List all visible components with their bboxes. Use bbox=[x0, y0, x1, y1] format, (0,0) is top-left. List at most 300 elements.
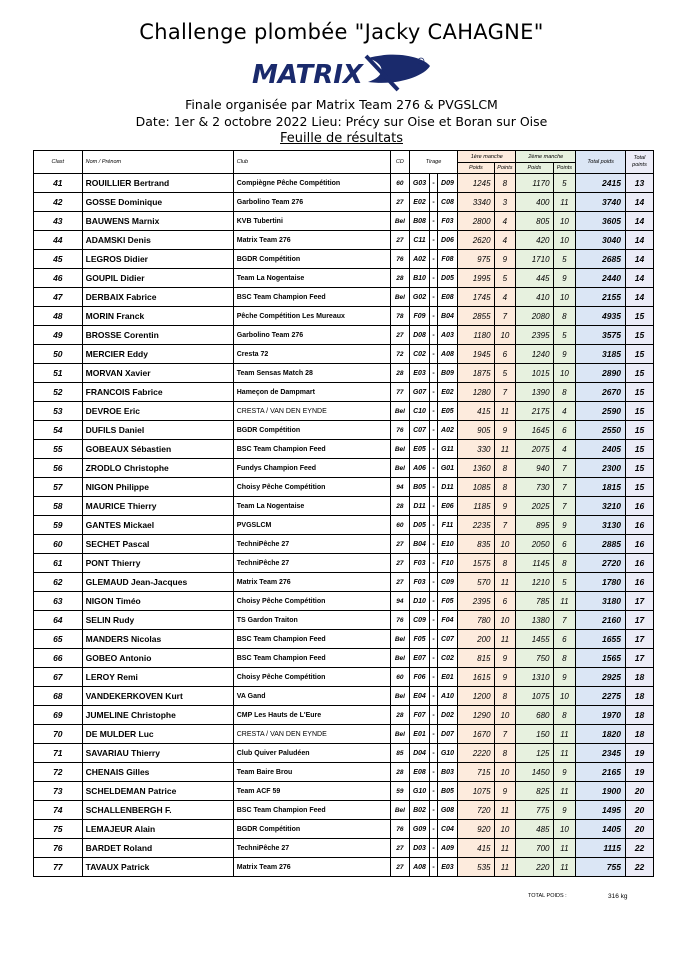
points-1-cell: 11 bbox=[494, 402, 516, 421]
tirage-2-cell: A08 bbox=[437, 345, 458, 364]
tirage-sep: - bbox=[430, 307, 437, 326]
points-2-cell: 10 bbox=[553, 820, 576, 839]
name-cell: GOSSE Dominique bbox=[82, 193, 233, 212]
table-row bbox=[34, 326, 654, 345]
tirage-sep: - bbox=[430, 554, 437, 573]
poids-1-cell: 2855 bbox=[458, 307, 494, 326]
points-1-cell: 10 bbox=[494, 820, 516, 839]
table-row bbox=[34, 668, 654, 687]
col-tirage: Tirage bbox=[409, 151, 458, 174]
poids-2-cell: 2175 bbox=[516, 402, 553, 421]
tirage-1-cell: C10 bbox=[409, 402, 430, 421]
rank-cell: 58 bbox=[34, 497, 83, 516]
tirage-2-cell: F11 bbox=[437, 516, 458, 535]
points-1-cell: 10 bbox=[494, 535, 516, 554]
poids-2-cell: 1450 bbox=[516, 763, 553, 782]
poids-2-cell: 1455 bbox=[516, 630, 553, 649]
col-nom: Nom / Prénom bbox=[82, 151, 233, 174]
name-cell: NIGON Timéo bbox=[82, 592, 233, 611]
points-1-cell: 11 bbox=[494, 839, 516, 858]
tirage-1-cell: G09 bbox=[409, 820, 430, 839]
total-points-cell: 17 bbox=[625, 611, 653, 630]
rank-cell: 62 bbox=[34, 573, 83, 592]
poids-2-cell: 825 bbox=[516, 782, 553, 801]
tirage-1-cell: A02 bbox=[409, 250, 430, 269]
rank-cell: 70 bbox=[34, 725, 83, 744]
rank-cell: 49 bbox=[34, 326, 83, 345]
points-1-cell: 4 bbox=[494, 231, 516, 250]
club-cell: BGDR Compétition bbox=[233, 250, 390, 269]
points-2-cell: 5 bbox=[553, 326, 576, 345]
club-cell: TS Gardon Traiton bbox=[233, 611, 390, 630]
club-cell: Garbolino Team 276 bbox=[233, 326, 390, 345]
poids-2-cell: 730 bbox=[516, 478, 553, 497]
tirage-1-cell: D05 bbox=[409, 516, 430, 535]
total-points-cell: 14 bbox=[625, 193, 653, 212]
poids-2-cell: 785 bbox=[516, 592, 553, 611]
poids-2-cell: 700 bbox=[516, 839, 553, 858]
total-points-cell: 19 bbox=[625, 763, 653, 782]
poids-1-cell: 1575 bbox=[458, 554, 494, 573]
cd-cell: 28 bbox=[391, 364, 410, 383]
col-total-points: Total points bbox=[625, 151, 653, 174]
poids-2-cell: 125 bbox=[516, 744, 553, 763]
tirage-2-cell: D09 bbox=[437, 174, 458, 193]
total-points-cell: 16 bbox=[625, 573, 653, 592]
cd-cell: 60 bbox=[391, 516, 410, 535]
points-1-cell: 8 bbox=[494, 174, 516, 193]
tirage-2-cell: E01 bbox=[437, 668, 458, 687]
poids-2-cell: 805 bbox=[516, 212, 553, 231]
total-poids-cell: 1900 bbox=[576, 782, 626, 801]
poids-2-cell: 410 bbox=[516, 288, 553, 307]
total-poids-cell: 2590 bbox=[576, 402, 626, 421]
matrix-logo bbox=[248, 52, 434, 94]
tirage-sep: - bbox=[430, 459, 437, 478]
rank-cell: 73 bbox=[34, 782, 83, 801]
cd-cell: Bel bbox=[391, 725, 410, 744]
club-cell: Garbolino Team 276 bbox=[233, 193, 390, 212]
poids-1-cell: 920 bbox=[458, 820, 494, 839]
rank-cell: 44 bbox=[34, 231, 83, 250]
club-cell: BSC Team Champion Feed bbox=[233, 801, 390, 820]
total-points-cell: 19 bbox=[625, 744, 653, 763]
points-2-cell: 11 bbox=[553, 744, 576, 763]
tirage-1-cell: B02 bbox=[409, 801, 430, 820]
tirage-sep: - bbox=[430, 858, 437, 877]
points-2-cell: 9 bbox=[553, 516, 576, 535]
club-cell: Matrix Team 276 bbox=[233, 573, 390, 592]
cd-cell: 28 bbox=[391, 763, 410, 782]
points-1-cell: 8 bbox=[494, 687, 516, 706]
total-poids-cell: 1970 bbox=[576, 706, 626, 725]
cd-cell: 76 bbox=[391, 611, 410, 630]
col-poids-1: Poids bbox=[458, 163, 494, 174]
tirage-1-cell: E05 bbox=[409, 440, 430, 459]
tirage-1-cell: A06 bbox=[409, 459, 430, 478]
table-row bbox=[34, 706, 654, 725]
poids-2-cell: 775 bbox=[516, 801, 553, 820]
total-points-cell: 16 bbox=[625, 535, 653, 554]
points-1-cell: 7 bbox=[494, 383, 516, 402]
results-table bbox=[33, 150, 654, 877]
points-2-cell: 8 bbox=[553, 383, 576, 402]
table-row bbox=[34, 288, 654, 307]
tirage-2-cell: G01 bbox=[437, 459, 458, 478]
tirage-1-cell: F03 bbox=[409, 554, 430, 573]
poids-2-cell: 420 bbox=[516, 231, 553, 250]
name-cell: SELIN Rudy bbox=[82, 611, 233, 630]
total-points-cell: 15 bbox=[625, 421, 653, 440]
table-row bbox=[34, 459, 654, 478]
points-1-cell: 5 bbox=[494, 269, 516, 288]
poids-1-cell: 2395 bbox=[458, 592, 494, 611]
points-1-cell: 9 bbox=[494, 649, 516, 668]
points-2-cell: 6 bbox=[553, 421, 576, 440]
table-row bbox=[34, 573, 654, 592]
poids-2-cell: 2025 bbox=[516, 497, 553, 516]
total-points-cell: 15 bbox=[625, 383, 653, 402]
club-cell: PVGSLCM bbox=[233, 516, 390, 535]
tirage-1-cell: E07 bbox=[409, 649, 430, 668]
points-2-cell: 5 bbox=[553, 174, 576, 193]
points-1-cell: 7 bbox=[494, 725, 516, 744]
club-cell: CRESTA / VAN DEN EYNDE bbox=[233, 725, 390, 744]
poids-1-cell: 330 bbox=[458, 440, 494, 459]
club-cell: Team La Nogentaise bbox=[233, 269, 390, 288]
cd-cell: 94 bbox=[391, 592, 410, 611]
poids-1-cell: 815 bbox=[458, 649, 494, 668]
table-row bbox=[34, 364, 654, 383]
points-2-cell: 10 bbox=[553, 231, 576, 250]
total-poids-cell: 2890 bbox=[576, 364, 626, 383]
table-row bbox=[34, 402, 654, 421]
cd-cell: 72 bbox=[391, 345, 410, 364]
tirage-1-cell: E04 bbox=[409, 687, 430, 706]
total-points-cell: 18 bbox=[625, 668, 653, 687]
name-cell: BAUWENS Marnix bbox=[82, 212, 233, 231]
points-2-cell: 10 bbox=[553, 212, 576, 231]
rank-cell: 55 bbox=[34, 440, 83, 459]
total-poids-cell: 3210 bbox=[576, 497, 626, 516]
club-cell: TechniPêche 27 bbox=[233, 554, 390, 573]
points-2-cell: 5 bbox=[553, 250, 576, 269]
rank-cell: 65 bbox=[34, 630, 83, 649]
tirage-sep: - bbox=[430, 725, 437, 744]
poids-2-cell: 750 bbox=[516, 649, 553, 668]
club-cell: CRESTA / VAN DEN EYNDE bbox=[233, 402, 390, 421]
rank-cell: 50 bbox=[34, 345, 83, 364]
total-poids-cell: 2415 bbox=[576, 174, 626, 193]
total-poids-cell: 2405 bbox=[576, 440, 626, 459]
name-cell: BROSSE Corentin bbox=[82, 326, 233, 345]
tirage-1-cell: G03 bbox=[409, 174, 430, 193]
points-1-cell: 7 bbox=[494, 307, 516, 326]
tirage-2-cell: D11 bbox=[437, 478, 458, 497]
table-row bbox=[34, 611, 654, 630]
rank-cell: 51 bbox=[34, 364, 83, 383]
tirage-sep: - bbox=[430, 345, 437, 364]
tirage-1-cell: E03 bbox=[409, 364, 430, 383]
total-points-cell: 13 bbox=[625, 174, 653, 193]
tirage-sep: - bbox=[430, 592, 437, 611]
table-row bbox=[34, 307, 654, 326]
tirage-2-cell: F03 bbox=[437, 212, 458, 231]
table-row bbox=[34, 763, 654, 782]
points-1-cell: 8 bbox=[494, 478, 516, 497]
tirage-sep: - bbox=[430, 288, 437, 307]
cd-cell: Bel bbox=[391, 630, 410, 649]
name-cell: SCHELDEMAN Patrice bbox=[82, 782, 233, 801]
tirage-sep: - bbox=[430, 668, 437, 687]
poids-1-cell: 1185 bbox=[458, 497, 494, 516]
name-cell: DERBAIX Fabrice bbox=[82, 288, 233, 307]
poids-2-cell: 150 bbox=[516, 725, 553, 744]
tirage-1-cell: D11 bbox=[409, 497, 430, 516]
name-cell: MAURICE Thierry bbox=[82, 497, 233, 516]
sheet-title: Feuille de résultats bbox=[280, 131, 403, 146]
poids-1-cell: 835 bbox=[458, 535, 494, 554]
total-points-cell: 22 bbox=[625, 858, 653, 877]
club-cell: Cresta 72 bbox=[233, 345, 390, 364]
total-poids-cell: 1780 bbox=[576, 573, 626, 592]
tirage-sep: - bbox=[430, 839, 437, 858]
club-cell: Fundys Champion Feed bbox=[233, 459, 390, 478]
total-points-cell: 14 bbox=[625, 269, 653, 288]
cd-cell: 28 bbox=[391, 497, 410, 516]
club-cell: Choisy Pêche Compétition bbox=[233, 668, 390, 687]
poids-1-cell: 1245 bbox=[458, 174, 494, 193]
name-cell: LEROY Remi bbox=[82, 668, 233, 687]
points-1-cell: 10 bbox=[494, 763, 516, 782]
total-points-cell: 16 bbox=[625, 554, 653, 573]
rank-cell: 52 bbox=[34, 383, 83, 402]
poids-2-cell: 1145 bbox=[516, 554, 553, 573]
points-2-cell: 11 bbox=[553, 839, 576, 858]
rank-cell: 66 bbox=[34, 649, 83, 668]
points-1-cell: 9 bbox=[494, 421, 516, 440]
name-cell: VANDEKERKOVEN Kurt bbox=[82, 687, 233, 706]
name-cell: GOBEAUX Sébastien bbox=[82, 440, 233, 459]
total-poids-cell: 2440 bbox=[576, 269, 626, 288]
poids-2-cell: 940 bbox=[516, 459, 553, 478]
tirage-1-cell: E08 bbox=[409, 763, 430, 782]
table-row bbox=[34, 592, 654, 611]
total-poids-cell: 3180 bbox=[576, 592, 626, 611]
tirage-2-cell: C07 bbox=[437, 630, 458, 649]
points-2-cell: 4 bbox=[553, 402, 576, 421]
col-total-poids: Total poids bbox=[576, 151, 626, 174]
logo-text: MATRIX bbox=[252, 60, 363, 90]
tirage-1-cell: C09 bbox=[409, 611, 430, 630]
table-row bbox=[34, 421, 654, 440]
cd-cell: Bel bbox=[391, 288, 410, 307]
points-1-cell: 9 bbox=[494, 250, 516, 269]
total-points-cell: 20 bbox=[625, 782, 653, 801]
poids-1-cell: 715 bbox=[458, 763, 494, 782]
total-points-cell: 15 bbox=[625, 440, 653, 459]
poids-1-cell: 2620 bbox=[458, 231, 494, 250]
total-poids-cell: 2165 bbox=[576, 763, 626, 782]
points-2-cell: 11 bbox=[553, 193, 576, 212]
total-poids-cell: 3605 bbox=[576, 212, 626, 231]
points-2-cell: 11 bbox=[553, 858, 576, 877]
club-cell: Matrix Team 276 bbox=[233, 231, 390, 250]
name-cell: MORVAN Xavier bbox=[82, 364, 233, 383]
total-points-cell: 15 bbox=[625, 478, 653, 497]
total-points-cell: 18 bbox=[625, 687, 653, 706]
club-cell: Team ACF 59 bbox=[233, 782, 390, 801]
poids-1-cell: 1200 bbox=[458, 687, 494, 706]
points-2-cell: 7 bbox=[553, 478, 576, 497]
total-points-cell: 16 bbox=[625, 516, 653, 535]
tirage-2-cell: B09 bbox=[437, 364, 458, 383]
points-1-cell: 8 bbox=[494, 459, 516, 478]
poids-1-cell: 2235 bbox=[458, 516, 494, 535]
poids-2-cell: 1170 bbox=[516, 174, 553, 193]
points-2-cell: 8 bbox=[553, 554, 576, 573]
points-1-cell: 9 bbox=[494, 782, 516, 801]
total-points-cell: 15 bbox=[625, 459, 653, 478]
club-cell: Compiègne Pêche Compétition bbox=[233, 174, 390, 193]
total-points-cell: 15 bbox=[625, 402, 653, 421]
cd-cell: 60 bbox=[391, 174, 410, 193]
tirage-sep: - bbox=[430, 573, 437, 592]
tirage-2-cell: C04 bbox=[437, 820, 458, 839]
tirage-2-cell: E05 bbox=[437, 402, 458, 421]
points-2-cell: 10 bbox=[553, 288, 576, 307]
tirage-2-cell: F05 bbox=[437, 592, 458, 611]
poids-2-cell: 1645 bbox=[516, 421, 553, 440]
tirage-1-cell: F09 bbox=[409, 307, 430, 326]
club-cell: TechniPêche 27 bbox=[233, 839, 390, 858]
cd-cell: 59 bbox=[391, 782, 410, 801]
poids-1-cell: 1995 bbox=[458, 269, 494, 288]
tirage-1-cell: D08 bbox=[409, 326, 430, 345]
cd-cell: 76 bbox=[391, 820, 410, 839]
tirage-2-cell: C02 bbox=[437, 649, 458, 668]
total-points-cell: 17 bbox=[625, 649, 653, 668]
cd-cell: 94 bbox=[391, 478, 410, 497]
points-2-cell: 11 bbox=[553, 725, 576, 744]
cd-cell: 27 bbox=[391, 573, 410, 592]
table-row bbox=[34, 725, 654, 744]
total-poids-cell: 2345 bbox=[576, 744, 626, 763]
table-row bbox=[34, 516, 654, 535]
total-points-cell: 17 bbox=[625, 592, 653, 611]
points-1-cell: 10 bbox=[494, 326, 516, 345]
name-cell: TAVAUX Patrick bbox=[82, 858, 233, 877]
tirage-2-cell: D02 bbox=[437, 706, 458, 725]
tirage-1-cell: G02 bbox=[409, 288, 430, 307]
poids-2-cell: 485 bbox=[516, 820, 553, 839]
cd-cell: Bel bbox=[391, 459, 410, 478]
table-row bbox=[34, 554, 654, 573]
rank-cell: 75 bbox=[34, 820, 83, 839]
col-points-2: Points bbox=[553, 163, 576, 174]
table-row bbox=[34, 345, 654, 364]
points-2-cell: 11 bbox=[553, 592, 576, 611]
tirage-2-cell: A09 bbox=[437, 839, 458, 858]
rank-cell: 72 bbox=[34, 763, 83, 782]
points-1-cell: 9 bbox=[494, 497, 516, 516]
poids-2-cell: 1240 bbox=[516, 345, 553, 364]
points-2-cell: 7 bbox=[553, 497, 576, 516]
tirage-sep: - bbox=[430, 649, 437, 668]
name-cell: DEVROE Eric bbox=[82, 402, 233, 421]
table-row bbox=[34, 269, 654, 288]
club-cell: Team La Nogentaise bbox=[233, 497, 390, 516]
poids-1-cell: 415 bbox=[458, 839, 494, 858]
tirage-sep: - bbox=[430, 801, 437, 820]
poids-2-cell: 1310 bbox=[516, 668, 553, 687]
rank-cell: 63 bbox=[34, 592, 83, 611]
club-cell: TechniPêche 27 bbox=[233, 535, 390, 554]
name-cell: JUMELINE Christophe bbox=[82, 706, 233, 725]
tirage-1-cell: C07 bbox=[409, 421, 430, 440]
tirage-sep: - bbox=[430, 269, 437, 288]
club-cell: Club Quiver Paludéen bbox=[233, 744, 390, 763]
rank-cell: 41 bbox=[34, 174, 83, 193]
tirage-sep: - bbox=[430, 174, 437, 193]
tirage-sep: - bbox=[430, 421, 437, 440]
cd-cell: 60 bbox=[391, 668, 410, 687]
cd-cell: 78 bbox=[391, 307, 410, 326]
tirage-sep: - bbox=[430, 326, 437, 345]
poids-2-cell: 2050 bbox=[516, 535, 553, 554]
tirage-sep: - bbox=[430, 820, 437, 839]
tirage-1-cell: F06 bbox=[409, 668, 430, 687]
tirage-sep: - bbox=[430, 516, 437, 535]
poids-2-cell: 2080 bbox=[516, 307, 553, 326]
points-1-cell: 5 bbox=[494, 364, 516, 383]
table-row bbox=[34, 174, 654, 193]
points-2-cell: 9 bbox=[553, 668, 576, 687]
total-points-cell: 16 bbox=[625, 497, 653, 516]
points-1-cell: 10 bbox=[494, 706, 516, 725]
points-1-cell: 11 bbox=[494, 630, 516, 649]
tirage-sep: - bbox=[430, 402, 437, 421]
poids-2-cell: 895 bbox=[516, 516, 553, 535]
tirage-1-cell: B04 bbox=[409, 535, 430, 554]
name-cell: ZRODLO Christophe bbox=[82, 459, 233, 478]
tirage-1-cell: F07 bbox=[409, 706, 430, 725]
tirage-2-cell: G11 bbox=[437, 440, 458, 459]
tirage-2-cell: A10 bbox=[437, 687, 458, 706]
tirage-2-cell: A02 bbox=[437, 421, 458, 440]
rank-cell: 74 bbox=[34, 801, 83, 820]
poids-1-cell: 1075 bbox=[458, 782, 494, 801]
points-2-cell: 4 bbox=[553, 440, 576, 459]
name-cell: DE MULDER Luc bbox=[82, 725, 233, 744]
tirage-sep: - bbox=[430, 744, 437, 763]
tirage-sep: - bbox=[430, 231, 437, 250]
cd-cell: 27 bbox=[391, 858, 410, 877]
name-cell: LEMAJEUR Alain bbox=[82, 820, 233, 839]
tirage-1-cell: C02 bbox=[409, 345, 430, 364]
total-poids-cell: 1495 bbox=[576, 801, 626, 820]
tirage-1-cell: D03 bbox=[409, 839, 430, 858]
rank-cell: 60 bbox=[34, 535, 83, 554]
total-poids-cell: 2685 bbox=[576, 250, 626, 269]
tirage-sep: - bbox=[430, 440, 437, 459]
tirage-2-cell: E06 bbox=[437, 497, 458, 516]
cd-cell: 85 bbox=[391, 744, 410, 763]
cd-cell: Bel bbox=[391, 687, 410, 706]
table-row bbox=[34, 193, 654, 212]
col-manche2: 2ème manche bbox=[516, 151, 576, 163]
total-points-cell: 14 bbox=[625, 288, 653, 307]
